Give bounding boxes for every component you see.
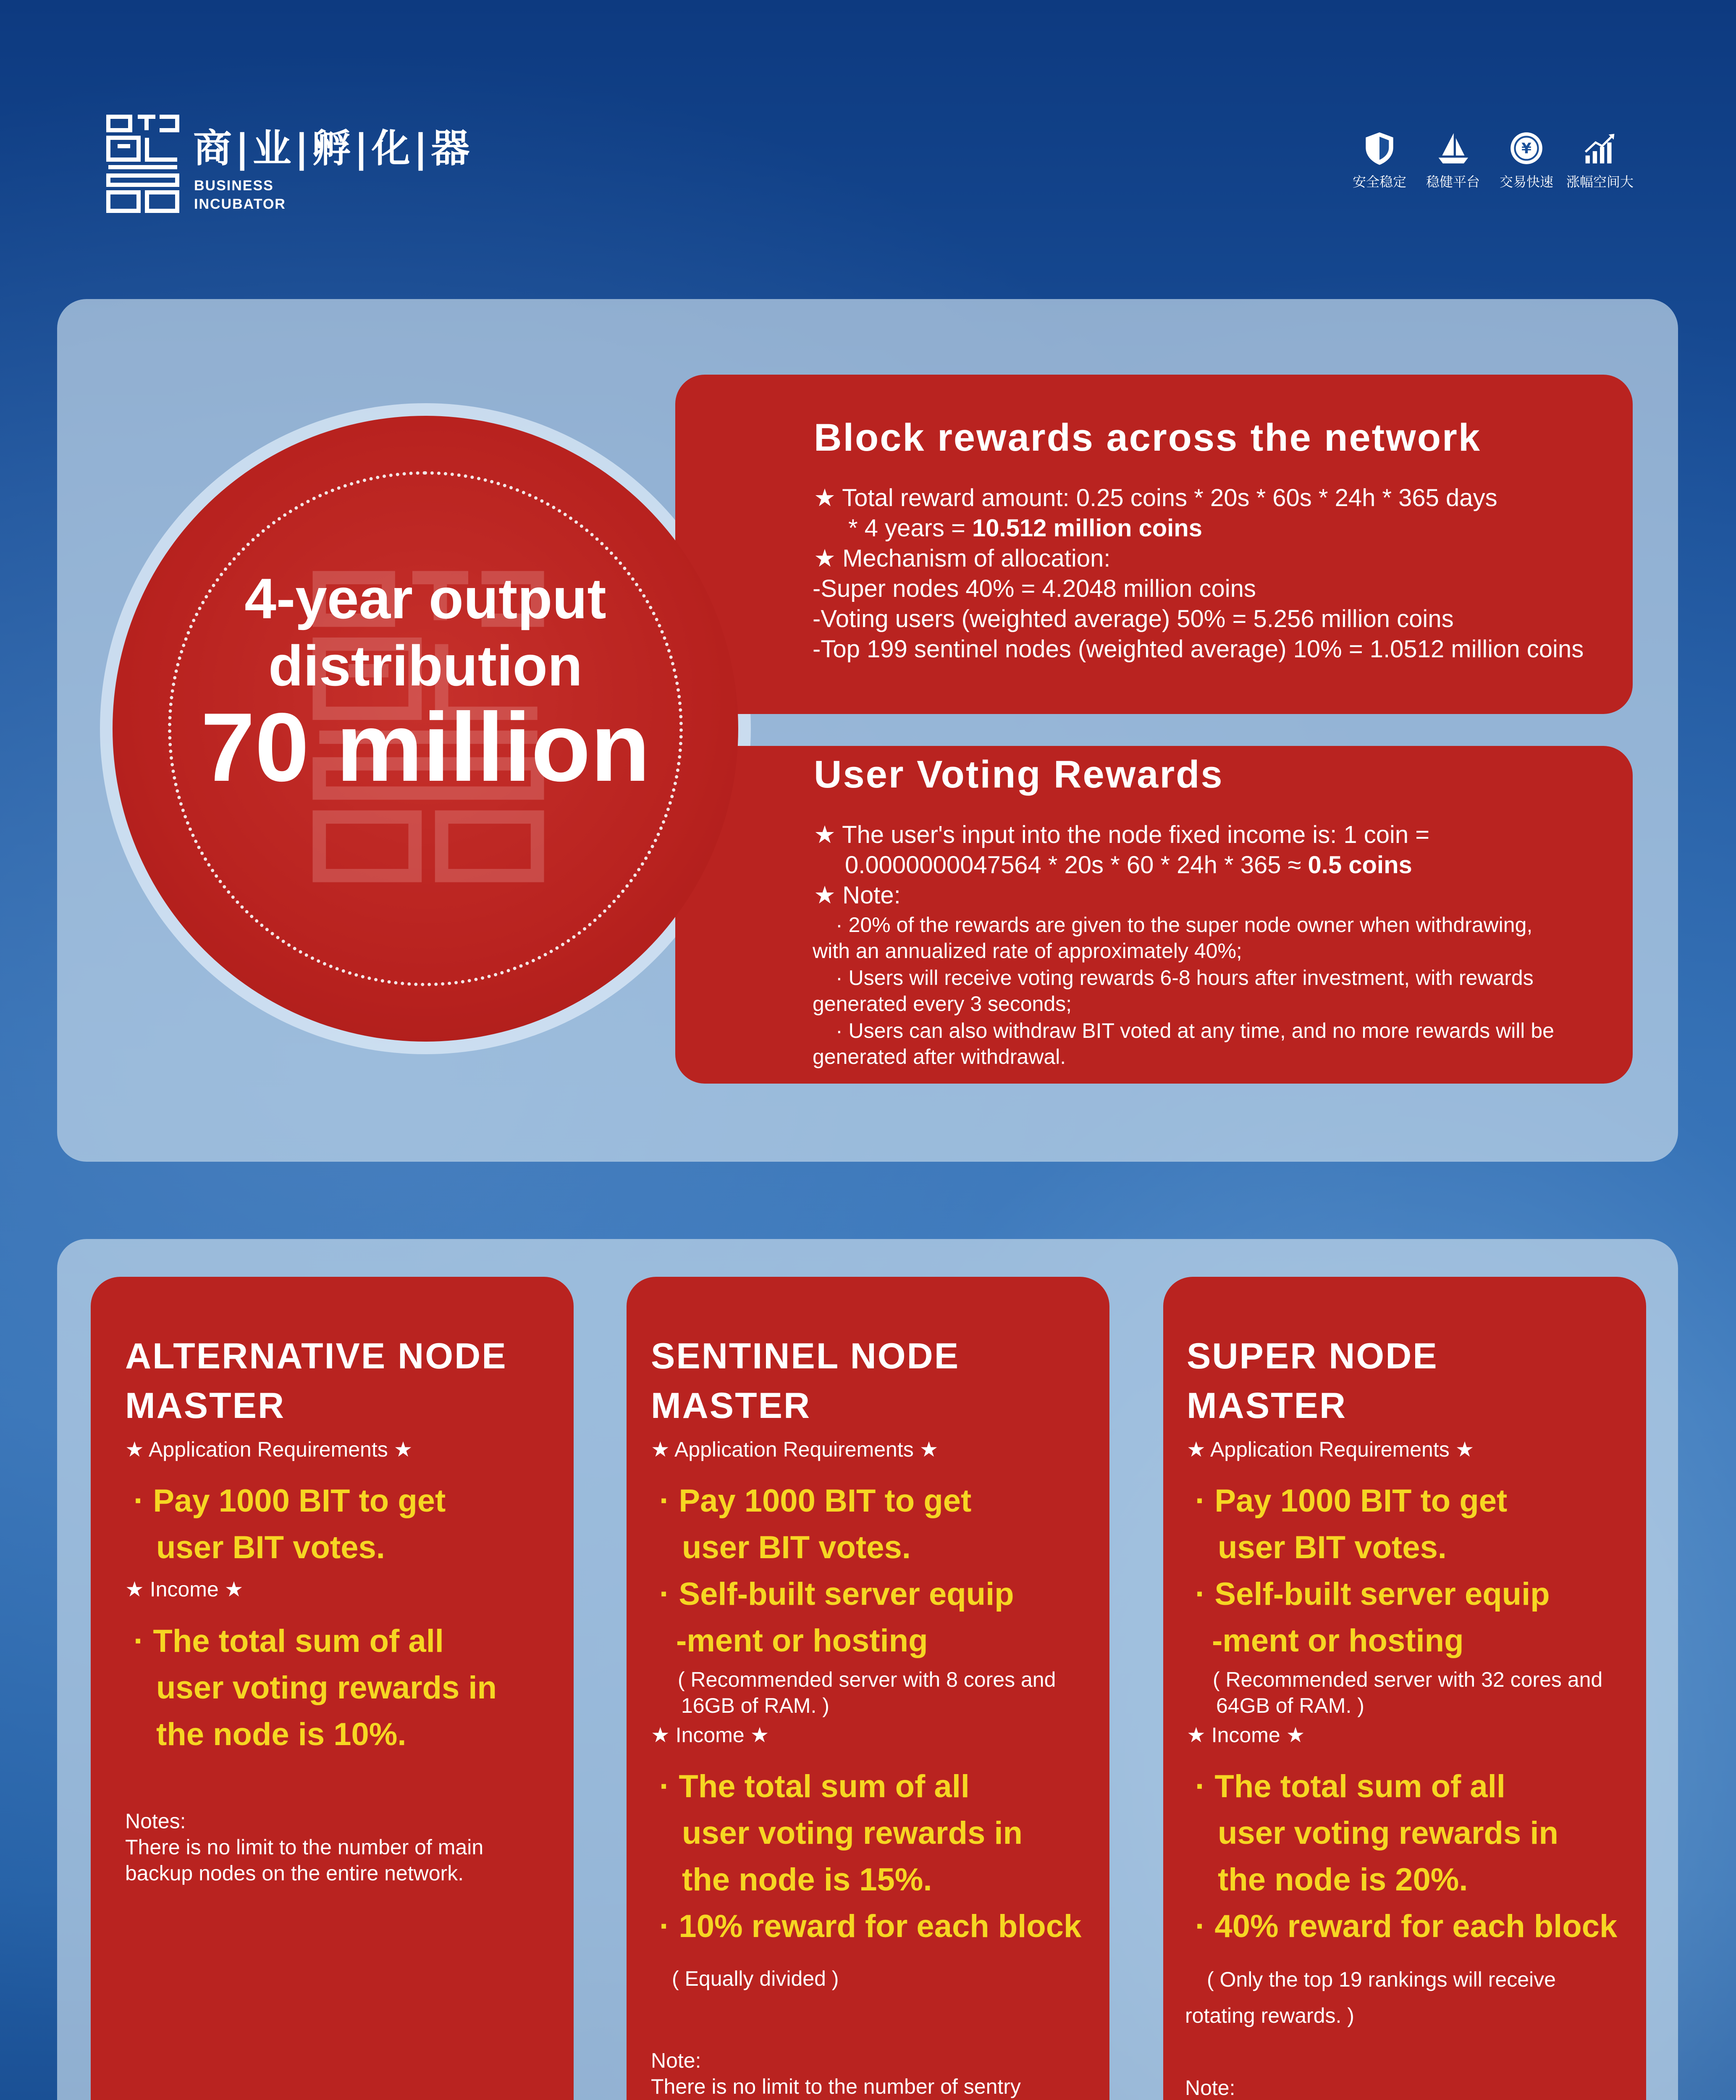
node-notes-line: Note: bbox=[651, 2049, 701, 2072]
node-text-line: · The total sum of all bbox=[1195, 1769, 1505, 1804]
node-small-line: ( Only the top 19 rankings will receive bbox=[1207, 1968, 1556, 1991]
node-recommendation bbox=[1213, 1667, 1602, 1719]
node-small-line: 64GB of RAM. ) bbox=[1216, 1694, 1364, 1717]
node-income-note bbox=[1185, 1961, 1556, 2034]
node-requirement bbox=[1195, 1478, 1550, 1664]
node-small-line: ( Recommended server with 32 cores and bbox=[1213, 1668, 1603, 1691]
user-voting-title: User Voting Rewards bbox=[814, 753, 1224, 796]
voting-amount: 0.5 coins bbox=[1308, 851, 1412, 879]
node-title-line: MASTER bbox=[1187, 1386, 1347, 1426]
voting-text: 0.0000000047564 * 20s * 60 * 24h * 365 ≈ bbox=[845, 851, 1308, 879]
node-text-line: · Pay 1000 BIT to get bbox=[134, 1483, 446, 1519]
node-text-line: the node is 20%. bbox=[1218, 1862, 1468, 1898]
node-recommendation bbox=[678, 1667, 1056, 1719]
block-rewards-line: -Top 199 sentinel nodes (weighted average) 10% = 1.0512 million coins bbox=[813, 635, 1584, 663]
block-rewards-line: -Super nodes 40% = 4.2048 million coins bbox=[813, 575, 1256, 602]
feature-label: 涨幅空间大 bbox=[1566, 174, 1634, 190]
yen-coin-icon bbox=[1508, 130, 1545, 166]
voting-note: generated every 3 seconds; bbox=[813, 992, 1072, 1016]
alternative-node-title bbox=[125, 1331, 507, 1431]
sailboat-icon bbox=[1435, 130, 1471, 166]
voting-note: · 20% of the rewards are given to the super node owner when withdrawing, bbox=[836, 913, 1533, 937]
node-small-line: rotating rewards. ) bbox=[1185, 2004, 1354, 2027]
logo-chinese-name: 商|业|孵|化|器 bbox=[193, 126, 473, 171]
node-text-line: user voting rewards in bbox=[682, 1815, 1023, 1851]
block-rewards-line: -Voting users (weighted average) 50% = 5.256 million coins bbox=[813, 605, 1454, 633]
voting-note: with an annualized rate of approximately 40%; bbox=[813, 939, 1242, 963]
feature-label: 安全稳定 bbox=[1352, 174, 1406, 190]
feature-label: 交易快速 bbox=[1499, 174, 1553, 190]
sentinel-node-title bbox=[651, 1331, 960, 1431]
feature-stable bbox=[1413, 130, 1493, 191]
feature-fast bbox=[1487, 130, 1566, 191]
node-text-line: · 10% reward for each block bbox=[659, 1908, 1082, 1944]
block-rewards-line: ★ Mechanism of allocation: bbox=[814, 545, 1111, 572]
voting-note: · Users will receive voting rewards 6-8 hours after investment, with rewards bbox=[836, 966, 1534, 990]
node-notes-line: backup nodes on the entire network. bbox=[125, 1861, 464, 1885]
node-notes bbox=[125, 1808, 483, 1886]
logo-english-name bbox=[194, 176, 286, 213]
node-title-line: MASTER bbox=[125, 1386, 286, 1426]
node-income bbox=[134, 1618, 497, 1758]
node-income bbox=[1195, 1763, 1617, 1950]
block-rewards-line bbox=[848, 513, 1202, 543]
voting-line bbox=[845, 850, 1412, 880]
node-requirements-label: ★ Application Requirements ★ bbox=[1187, 1438, 1474, 1461]
node-requirement bbox=[659, 1478, 1014, 1664]
node-title-line: SENTINEL NODE bbox=[651, 1336, 960, 1376]
circle-heading-line2: distribution bbox=[268, 634, 582, 698]
node-title-line: MASTER bbox=[651, 1386, 811, 1426]
node-text-line: · Self-built server equip bbox=[1195, 1576, 1550, 1612]
voting-line: ★ The user's input into the node fixed income is: 1 coin = bbox=[814, 821, 1430, 848]
circle-heading bbox=[113, 567, 738, 697]
node-notes-line: Note: bbox=[1185, 2076, 1235, 2100]
node-text-line: -ment or hosting bbox=[676, 1623, 928, 1659]
voting-line: ★ Note: bbox=[814, 882, 901, 909]
node-text-line: user voting rewards in bbox=[156, 1670, 497, 1706]
block-rewards-text: * 4 years = bbox=[848, 514, 972, 542]
node-income bbox=[659, 1763, 1081, 1950]
node-requirements-label: ★ Application Requirements ★ bbox=[651, 1438, 939, 1461]
node-text-line: user BIT votes. bbox=[682, 1530, 911, 1565]
logo-mark bbox=[105, 113, 181, 214]
block-rewards-total: 10.512 million coins bbox=[972, 514, 1202, 542]
feature-secure bbox=[1340, 130, 1419, 191]
node-text-line: · Pay 1000 BIT to get bbox=[659, 1483, 972, 1519]
node-text-line: · The total sum of all bbox=[134, 1623, 444, 1659]
node-text-line: user BIT votes. bbox=[1218, 1530, 1447, 1565]
node-title-line: ALTERNATIVE NODE bbox=[125, 1336, 507, 1376]
node-notes-line: There is no limit to the number of main bbox=[125, 1835, 484, 1859]
node-small-line: ( Recommended server with 8 cores and bbox=[678, 1668, 1056, 1691]
node-income-label: ★ Income ★ bbox=[651, 1723, 769, 1747]
node-requirements-label: ★ Application Requirements ★ bbox=[125, 1438, 413, 1461]
feature-growth bbox=[1560, 130, 1640, 191]
node-text-line: the node is 10%. bbox=[156, 1717, 406, 1752]
node-text-line: user BIT votes. bbox=[156, 1530, 385, 1565]
node-text-line: the node is 15%. bbox=[682, 1862, 932, 1898]
node-text-line: user voting rewards in bbox=[1218, 1815, 1558, 1851]
node-text-line: · Pay 1000 BIT to get bbox=[1195, 1483, 1508, 1519]
super-node-title bbox=[1187, 1331, 1438, 1431]
logo-english-line1: BUSINESS bbox=[194, 178, 274, 194]
node-income-label: ★ Income ★ bbox=[1187, 1723, 1305, 1747]
node-text-line: · The total sum of all bbox=[659, 1769, 970, 1804]
node-income-label: ★ Income ★ bbox=[125, 1578, 244, 1601]
feature-label: 稳健平台 bbox=[1426, 174, 1480, 190]
chart-up-icon bbox=[1582, 130, 1618, 166]
node-requirement bbox=[134, 1478, 446, 1571]
block-rewards-line: ★ Total reward amount: 0.25 coins * 20s * 60s * 24h * 365 days bbox=[814, 484, 1497, 512]
voting-note: · Users can also withdraw BIT voted at any time, and no more rewards will be bbox=[836, 1019, 1554, 1042]
block-rewards-title: Block rewards across the network bbox=[814, 416, 1482, 459]
node-notes-line: Notes: bbox=[125, 1809, 186, 1833]
node-text-line: · 40% reward for each block bbox=[1195, 1908, 1618, 1944]
voting-note: generated after withdrawal. bbox=[813, 1045, 1066, 1068]
circle-big-number: 70 million bbox=[200, 693, 650, 802]
node-small-line: 16GB of RAM. ) bbox=[681, 1694, 829, 1717]
node-notes bbox=[651, 2048, 1061, 2100]
logo-english-line2: INCUBATOR bbox=[194, 196, 286, 212]
node-text-line: · Self-built server equip bbox=[659, 1576, 1014, 1612]
circle-heading-line1: 4-year output bbox=[244, 567, 606, 630]
node-notes bbox=[1185, 2075, 1569, 2100]
node-title-line: SUPER NODE bbox=[1187, 1336, 1438, 1376]
node-income-note: ( Equally divided ) bbox=[672, 1967, 839, 1990]
svg-text:¥: ¥ bbox=[1521, 140, 1531, 158]
shield-icon bbox=[1361, 130, 1398, 166]
node-text-line: -ment or hosting bbox=[1212, 1623, 1464, 1659]
node-notes-line: There is no limit to the number of sentry bbox=[651, 2075, 1021, 2098]
